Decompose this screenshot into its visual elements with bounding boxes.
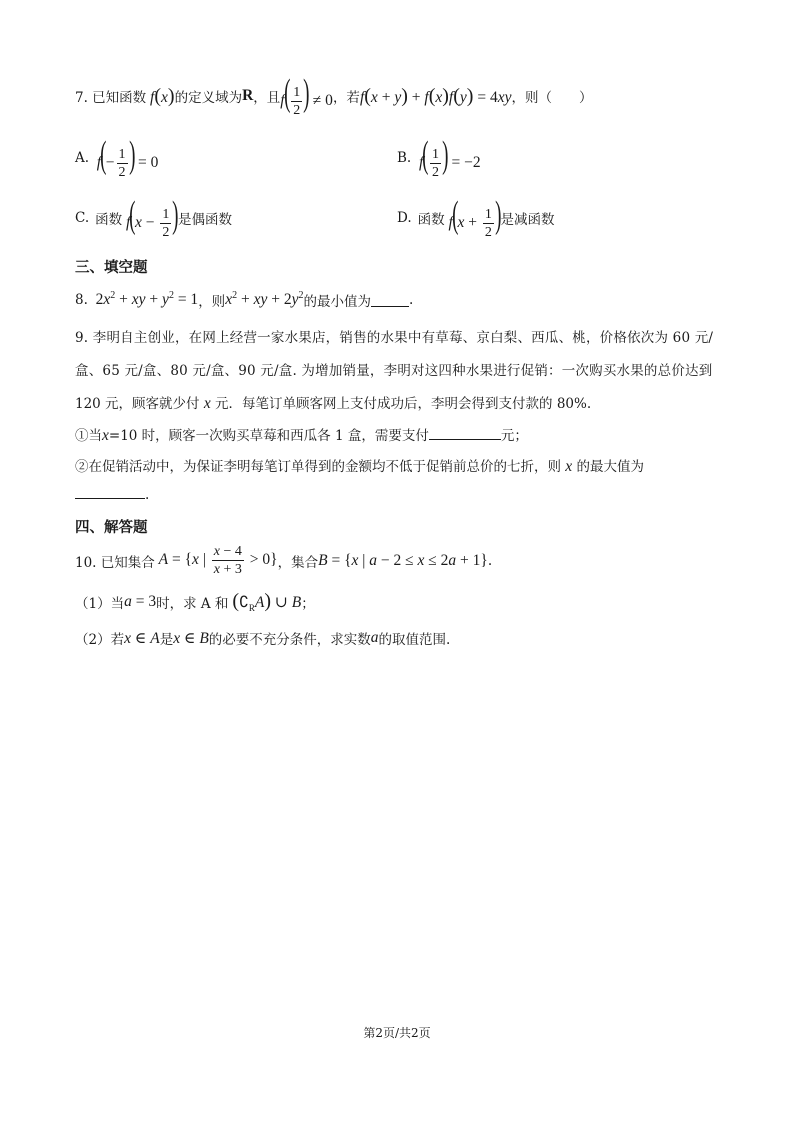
q10-intro: 10. 已知集合: [75, 554, 155, 571]
q10-set-b: B = {x | a − 2 ≤ x ≤ 2a + 1}: [318, 551, 488, 569]
q10-stem: [75, 543, 492, 578]
q7-option-a-expr: f(− $\frac{1}{2}$ ) = 0: [96, 134, 159, 180]
q9-sub1-c: 元；: [500, 428, 528, 444]
q8-number: 8.: [75, 292, 88, 308]
q7-if: ，若: [332, 90, 360, 107]
q7-option-c-label: C.: [75, 210, 90, 227]
q10-part1-expr: $(∁_RA)$ ∪ B: [232, 590, 302, 614]
q9-line3: [75, 392, 591, 413]
q7-option-b: [397, 136, 481, 181]
q10-part2-x-in-b: x ∈ B: [173, 629, 209, 647]
q7-intro: 7. 已知函数: [75, 90, 147, 107]
q10-part2-a-var: a: [370, 629, 379, 646]
q7-option-c: [75, 196, 232, 241]
q10-part2-b: 是: [159, 632, 174, 648]
q7-option-d-expr: f(x + $\frac{1}{2}$ ): [448, 194, 502, 240]
q8-expression: $x^2$ + xy + $2y^2$: [225, 290, 304, 309]
q7-domain-text: 的定义域为: [174, 90, 243, 107]
q8-min-text: 的最小值为: [303, 294, 371, 310]
q10-part1-b: 时，求 A 和: [156, 595, 229, 612]
q9-sub2-answer: [75, 485, 149, 503]
q10-part2-d: 的取值范围.: [378, 632, 451, 648]
q10-part1-end: ；: [301, 595, 315, 612]
q7-option-c-tail: 是偶函数: [178, 212, 233, 229]
q7-and: ，且: [253, 90, 281, 107]
page-footer: 第2页/共2页: [363, 1026, 431, 1040]
q7-fx: f(x): [150, 84, 175, 107]
q10-part1: [75, 590, 315, 613]
q9-line1: 9. 李明自主创业，在网上经营一家水果店，销售的水果中有草莓、京白梨、西瓜、桃，价格依次为 60 元/: [75, 330, 714, 346]
q10-set-b-pre: ，集合: [277, 554, 319, 571]
q10-part2-c: 的必要不充分条件，求实数: [208, 632, 371, 648]
q7-stem: [75, 74, 592, 119]
q9-sub1-b: =10 时，顾客一次购买草莓和西瓜各 1 盒，需要支付: [108, 428, 429, 444]
q10-set-a: A = {x | $\frac{x - 4}{x + 3}$ > 0}: [158, 544, 278, 577]
q9-line3-x: x: [203, 395, 211, 412]
q8-then: ，则: [198, 294, 226, 310]
q7-then: ，则（ ）: [511, 90, 593, 107]
q7-condition: f( $\frac{1}{2}$ ) ≠ 0: [280, 72, 333, 118]
section-fill-in-title: 三、填空题: [75, 260, 148, 276]
q10-part1-value: a = 3: [124, 592, 157, 610]
q7-option-c-text: 函数: [95, 212, 123, 229]
q7-option-d: [397, 196, 555, 241]
q7-real-set: R: [242, 87, 254, 105]
q9-sub1-answer-blank[interactable]: [429, 426, 501, 440]
q7-option-d-tail: 是减函数: [500, 212, 555, 229]
q9-sub2-a: ②在促销活动中，为保证李明每笔订单得到的金额均不低于促销前总价的七折，则: [75, 459, 561, 475]
q7-option-a-label: A.: [75, 150, 90, 167]
q9-sub2-end: .: [145, 487, 150, 503]
q8-end: .: [408, 292, 414, 308]
q10-part2-x-in-a: x ∈ A: [124, 629, 160, 647]
q10-part2-a: （2）若: [75, 632, 125, 648]
q10-part2: [75, 628, 450, 648]
q9-sub1: [75, 424, 528, 445]
q9-sub2-b: 的最大值为: [576, 459, 644, 475]
q7-functional-equation: f(x + y) + f(x)f(y) = 4xy: [359, 84, 512, 107]
q7-option-c-expr: f(x − $\frac{1}{2}$ ): [126, 194, 179, 240]
q8-stem: [75, 290, 413, 310]
q9-line3-b: 元．每笔订单顾客网上支付成功后，李明会得到支付款的 80%.: [215, 396, 592, 412]
q9-line2: 盒、65 元/盒、80 元/盒、90 元/盒. 为增加销量，李明对这四种水果进行促销：一次购买水果的总价达到: [75, 363, 713, 379]
section-solutions-title: 四、解答题: [75, 520, 148, 536]
q9-sub2-x: x: [565, 458, 573, 475]
q9-sub2: [75, 455, 644, 476]
q10-end: .: [487, 552, 493, 569]
q10-part1-a: （1）当: [75, 595, 125, 612]
q7-option-d-text: 函数: [417, 212, 445, 229]
q7-option-b-expr: f( $\frac{1}{2}$ ) = −2: [418, 134, 481, 180]
q8-condition: $2x^2$ + xy + $y^2 = 1$: [87, 290, 199, 309]
q7-option-a: [75, 136, 158, 181]
q7-option-b-label: B.: [397, 150, 412, 167]
q9-sub1-a: ①当: [75, 428, 102, 444]
q9-sub1-x: x: [102, 427, 109, 444]
q9-sub2-answer-blank[interactable]: [75, 485, 145, 499]
q9-line3-a: 120 元，顾客就少付: [75, 396, 200, 412]
q8-answer-blank[interactable]: [371, 293, 409, 307]
q7-option-d-label: D.: [397, 210, 412, 227]
